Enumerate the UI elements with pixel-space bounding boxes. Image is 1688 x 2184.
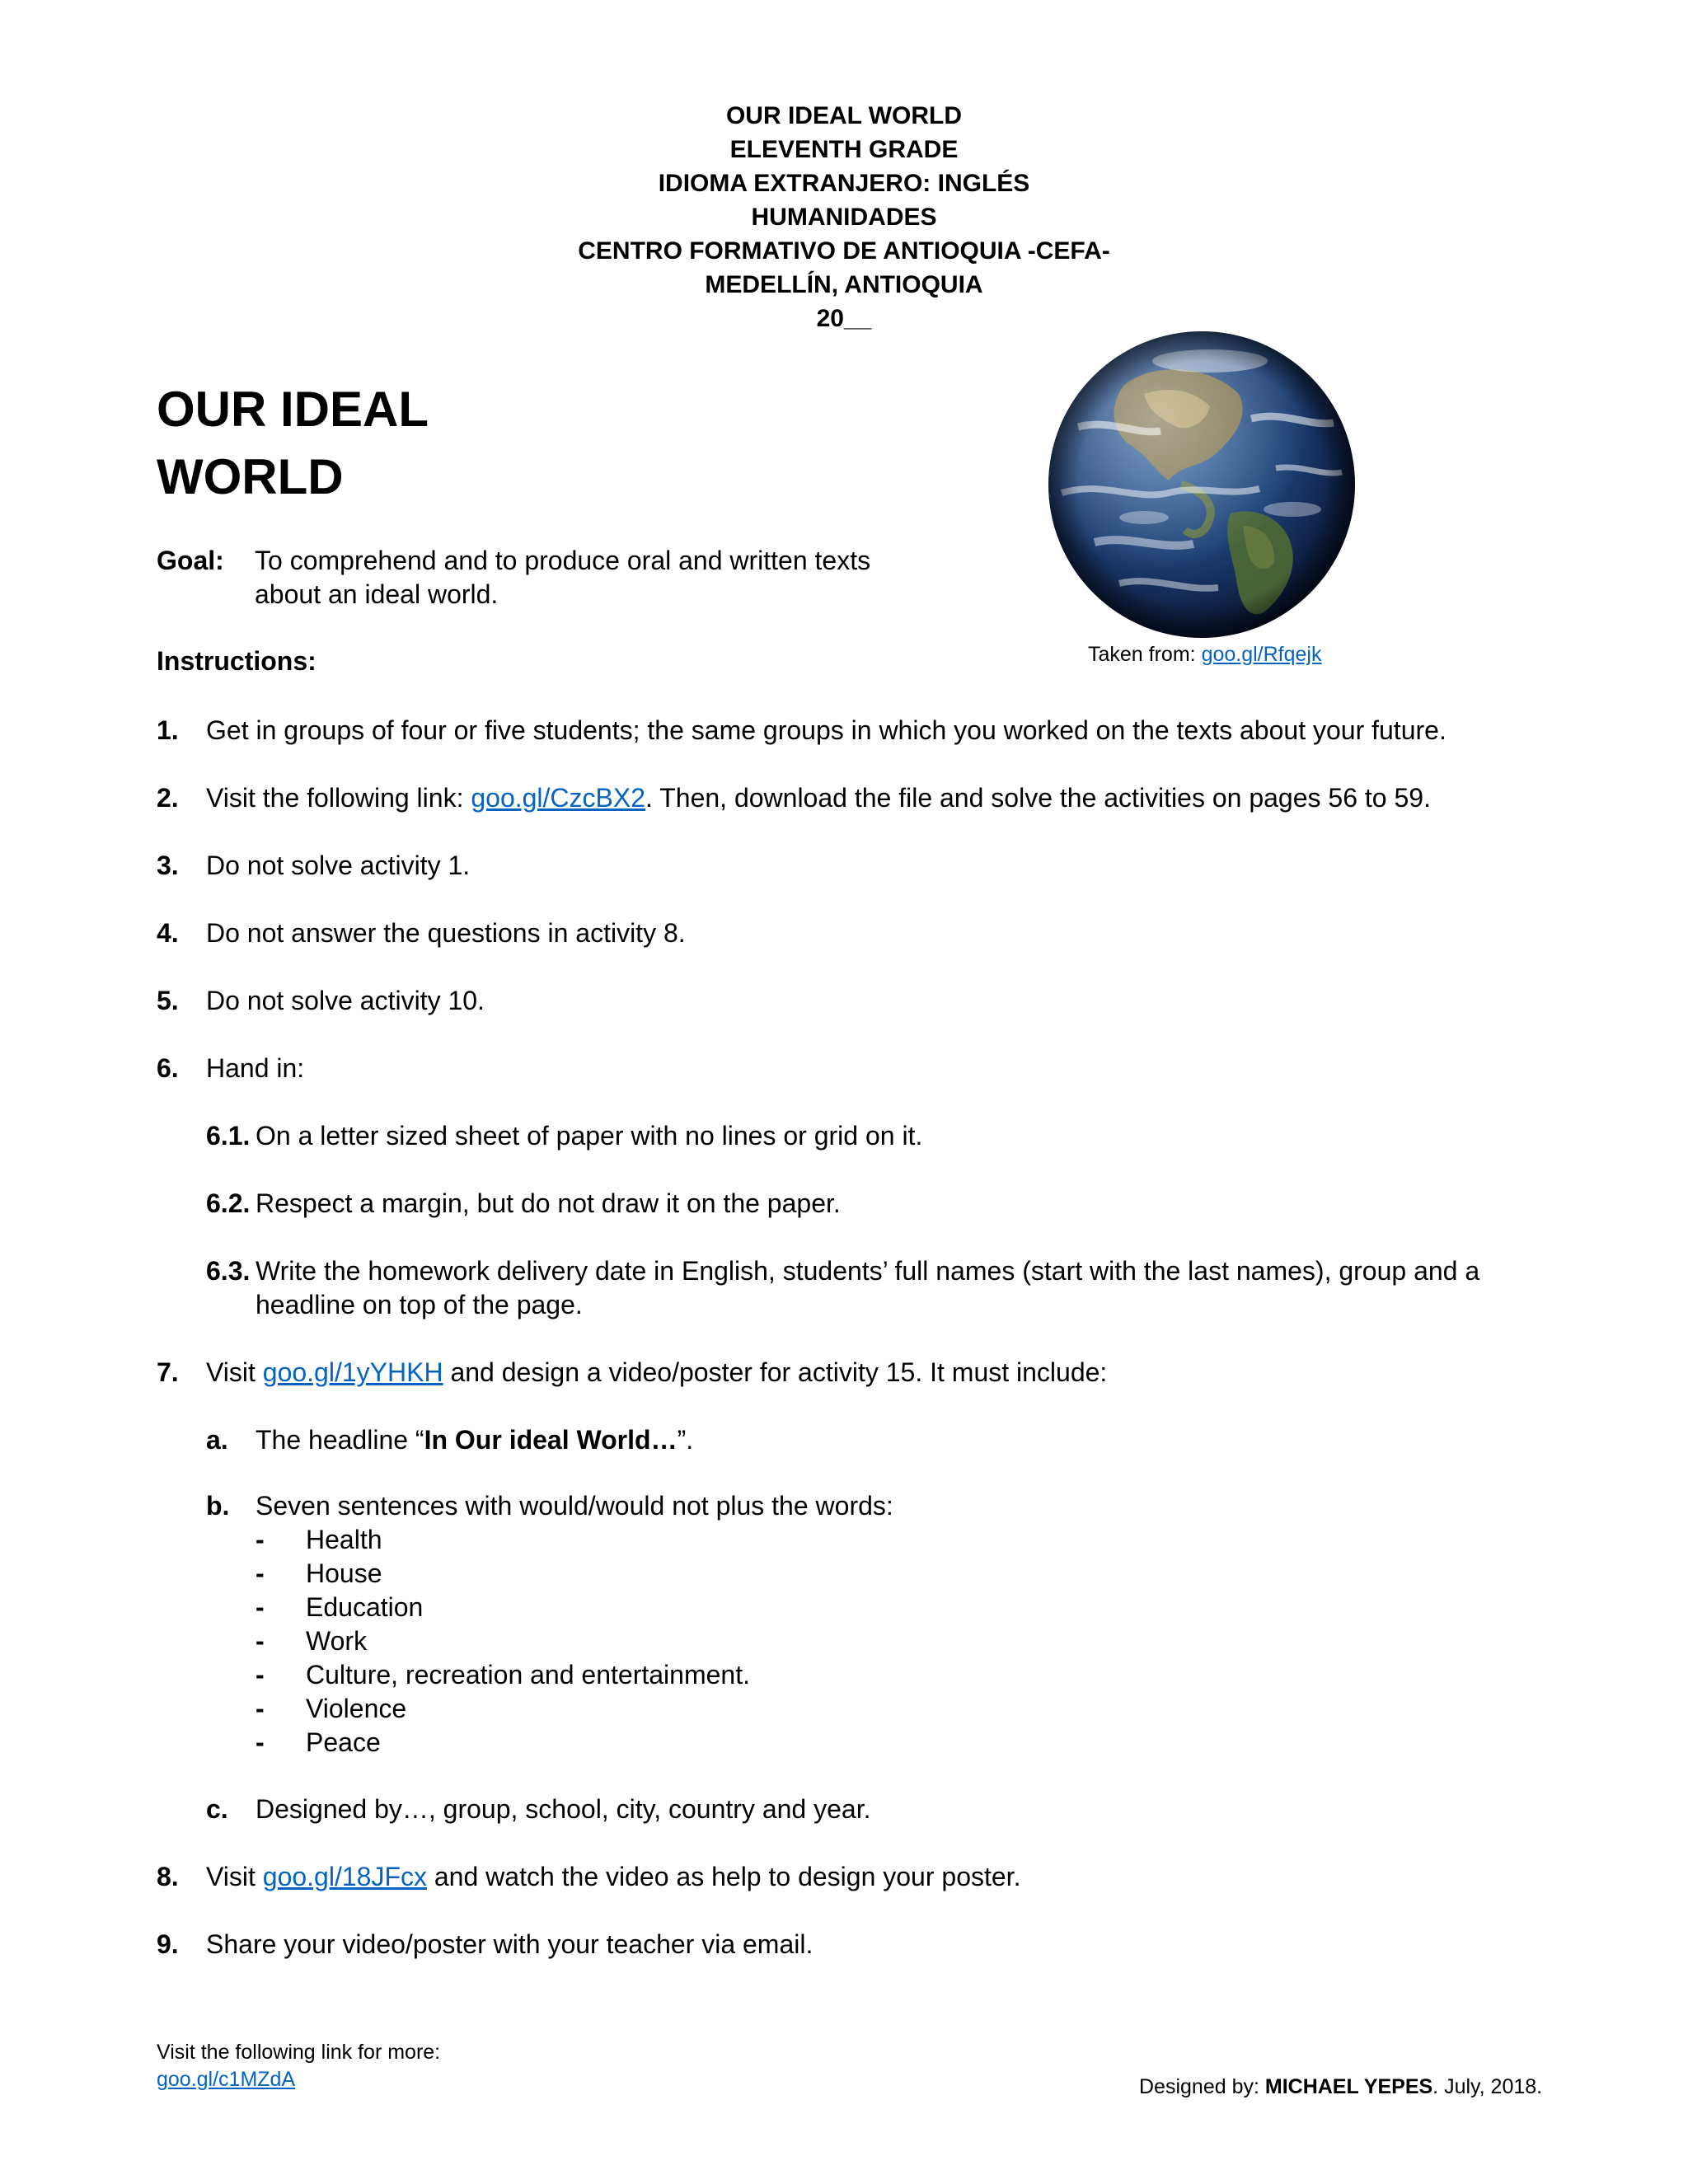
item-text: Write the homework delivery date in English, students’ full names (start with the last names), group and a headline on top of the page.: [256, 1256, 1480, 1319]
item-text-post: . Then, download the file and solve the activities on pages 56 to 59.: [645, 783, 1431, 813]
page-title-line-1: OUR IDEAL: [157, 382, 429, 437]
header-line: HUMANIDADES: [751, 204, 937, 231]
item-number: 5.: [157, 986, 179, 1015]
item-text: Do not answer the questions in activity 8.: [206, 918, 686, 948]
word-item: Education: [306, 1592, 424, 1622]
footer-credits: [1139, 2075, 1542, 2099]
item-text: Hand in:: [206, 1053, 305, 1083]
caption-link[interactable]: goo.gl/Rfqejk: [1201, 643, 1322, 666]
document-header: [0, 99, 1688, 335]
item-text-pre: The headline “: [256, 1425, 424, 1455]
header-line: MEDELLÍN, ANTIOQUIA: [705, 271, 983, 298]
item-text-post: ”.: [677, 1425, 694, 1455]
item-number: 3.: [157, 851, 179, 880]
dash-bullet: -: [256, 1727, 265, 1757]
item-text: [206, 781, 1431, 815]
headline-bold: In Our ideal World…: [424, 1425, 678, 1455]
item-text: Get in groups of four or five students; the same groups in which you worked on the texts about your future.: [206, 715, 1447, 745]
dash-bullet: -: [256, 1660, 265, 1690]
link-czcbx2[interactable]: goo.gl/CzcBX2: [471, 783, 646, 813]
link-1yyhkh[interactable]: goo.gl/1yYHKH: [262, 1357, 443, 1387]
word-item: Work: [306, 1626, 368, 1656]
item-text: Share your video/poster with your teacher via email.: [206, 1929, 814, 1959]
footer-more-links: [157, 2039, 440, 2093]
item-number: 4.: [157, 918, 179, 948]
link-18jfcx[interactable]: goo.gl/18JFcx: [262, 1862, 427, 1891]
item-number: 7.: [157, 1357, 179, 1387]
instructions-label: Instructions:: [157, 646, 316, 676]
credits-author: MICHAEL YEPES: [1264, 2075, 1433, 2098]
dash-bullet: -: [256, 1592, 265, 1622]
goal-label: Goal:: [157, 546, 224, 575]
earth-globe-image: [1045, 328, 1358, 641]
caption-prefix: Taken from:: [1088, 643, 1202, 666]
header-line: OUR IDEAL WORLD: [725, 102, 963, 129]
item-text-pre: Visit: [206, 1862, 263, 1891]
credits-date: . July, 2018.: [1432, 2075, 1543, 2098]
word-item: Culture, recreation and entertainment.: [306, 1660, 750, 1690]
dash-bullet: -: [256, 1694, 265, 1723]
header-line: IDIOMA EXTRANJERO: INGLÉS: [658, 170, 1030, 197]
item-text: Respect a margin, but do not draw it on the paper.: [256, 1188, 841, 1218]
image-caption: [1088, 643, 1322, 667]
item-number: 6.3.: [206, 1256, 251, 1286]
page-title-line-2: WORLD: [157, 449, 344, 504]
word-item: House: [306, 1558, 382, 1588]
item-number: 9.: [157, 1929, 179, 1959]
item-text-pre: Visit the following link:: [206, 783, 471, 813]
header-line: 20__: [816, 305, 872, 332]
page-title: [157, 376, 429, 511]
item-letter: b.: [206, 1491, 230, 1521]
item-text: On a letter sized sheet of paper with no lines or grid on it.: [256, 1121, 923, 1151]
item-text: Designed by…, group, school, city, country and year.: [256, 1794, 871, 1824]
dash-bullet: -: [256, 1558, 265, 1588]
item-text: Seven sentences with would/would not plus the words:: [256, 1491, 893, 1521]
item-number: 6.1.: [206, 1121, 251, 1151]
item-text-post: and watch the video as help to design your poster.: [426, 1862, 1021, 1891]
word-item: Peace: [306, 1727, 381, 1757]
header-line: CENTRO FORMATIVO DE ANTIOQUIA -CEFA-: [578, 237, 1110, 265]
item-text: Do not solve activity 10.: [206, 986, 485, 1015]
item-number: 6.: [157, 1053, 179, 1083]
item-letter: a.: [206, 1425, 228, 1455]
word-item: Health: [306, 1525, 382, 1554]
word-item: Violence: [306, 1694, 407, 1723]
item-number: 2.: [157, 783, 179, 813]
earth-globe-icon: [1045, 328, 1358, 641]
footer-left-text: Visit the following link for more:: [157, 2041, 441, 2064]
item-text-post: and design a video/poster for activity 15. It must include:: [443, 1357, 1108, 1387]
item-number: 8.: [157, 1862, 179, 1891]
item-text: Do not solve activity 1.: [206, 851, 471, 880]
item-text: [206, 1860, 1020, 1894]
item-number: 6.2.: [206, 1188, 251, 1218]
item-number: 1.: [157, 715, 179, 745]
item-text: [256, 1423, 693, 1457]
footer-link[interactable]: goo.gl/c1MZdA: [157, 2068, 296, 2091]
item-text-pre: Visit: [206, 1357, 263, 1387]
header-line: ELEVENTH GRADE: [729, 136, 959, 163]
credits-prefix: Designed by:: [1139, 2075, 1265, 2098]
goal-text: To comprehend and to produce oral and written texts about an ideal world.: [255, 546, 871, 609]
dash-bullet: -: [256, 1525, 265, 1554]
item-letter: c.: [206, 1794, 228, 1824]
dash-bullet: -: [256, 1626, 265, 1656]
item-text: [206, 1356, 1107, 1390]
